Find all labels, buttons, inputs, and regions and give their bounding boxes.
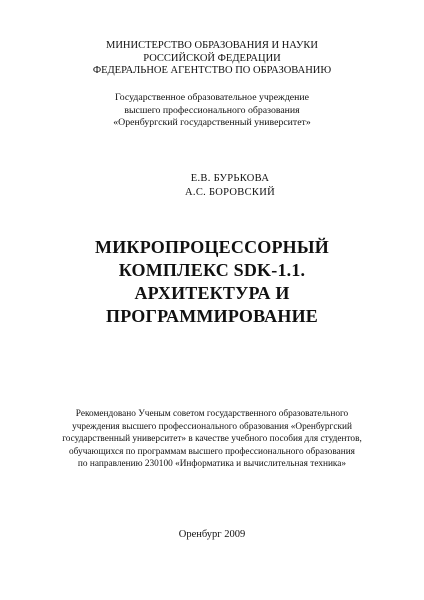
institution-line: Государственное образовательное учреждение: [114, 92, 309, 103]
ministry-line: РОССИЙСКОЙ ФЕДЕРАЦИИ: [143, 52, 281, 64]
author-name: Е.В. БУРЬКОВА: [190, 173, 270, 184]
ministry-header: [0, 40, 424, 78]
ministry-line: МИНИСТЕРСТВО ОБРАЗОВАНИЯ И НАУКИ: [106, 40, 318, 51]
institution-line: высшего профессионального образования: [124, 104, 300, 116]
recommendation-line: учреждения высшего профессионального образования «Оренбургский: [72, 421, 352, 432]
title-line: КОМПЛЕКС SDK-1.1.: [118, 260, 306, 280]
title-line: АРХИТЕКТУРА И: [134, 283, 290, 303]
title-line: ПРОГРАММИРОВАНИЕ: [106, 306, 318, 326]
institution-line: «Оренбургский государственный университет»: [113, 117, 311, 128]
title-line: МИКРОПРОЦЕССОРНЫЙ: [95, 237, 329, 257]
recommendation-line: государственный университет» в качестве учебного пособия для студентов,: [62, 434, 362, 444]
institution-header: [0, 92, 424, 130]
book-title: [0, 236, 424, 328]
place-year: [0, 528, 424, 541]
place-year-text: Оренбург 2009: [178, 529, 246, 540]
author-name: А.С. БОРОВСКИЙ: [185, 187, 275, 198]
ministry-line: ФЕДЕРАЛЬНОЕ АГЕНТСТВО ПО ОБРАЗОВАНИЮ: [92, 65, 332, 76]
recommendation-note: [0, 408, 424, 471]
recommendation-line: по направлению 230100 «Информатика и вычислительная техника»: [77, 459, 347, 469]
authors: [60, 172, 400, 200]
recommendation-line: Рекомендовано Ученым советом государственного образовательного: [75, 409, 349, 419]
recommendation-line: обучающихся по программам высшего профессионального образования: [69, 446, 355, 457]
